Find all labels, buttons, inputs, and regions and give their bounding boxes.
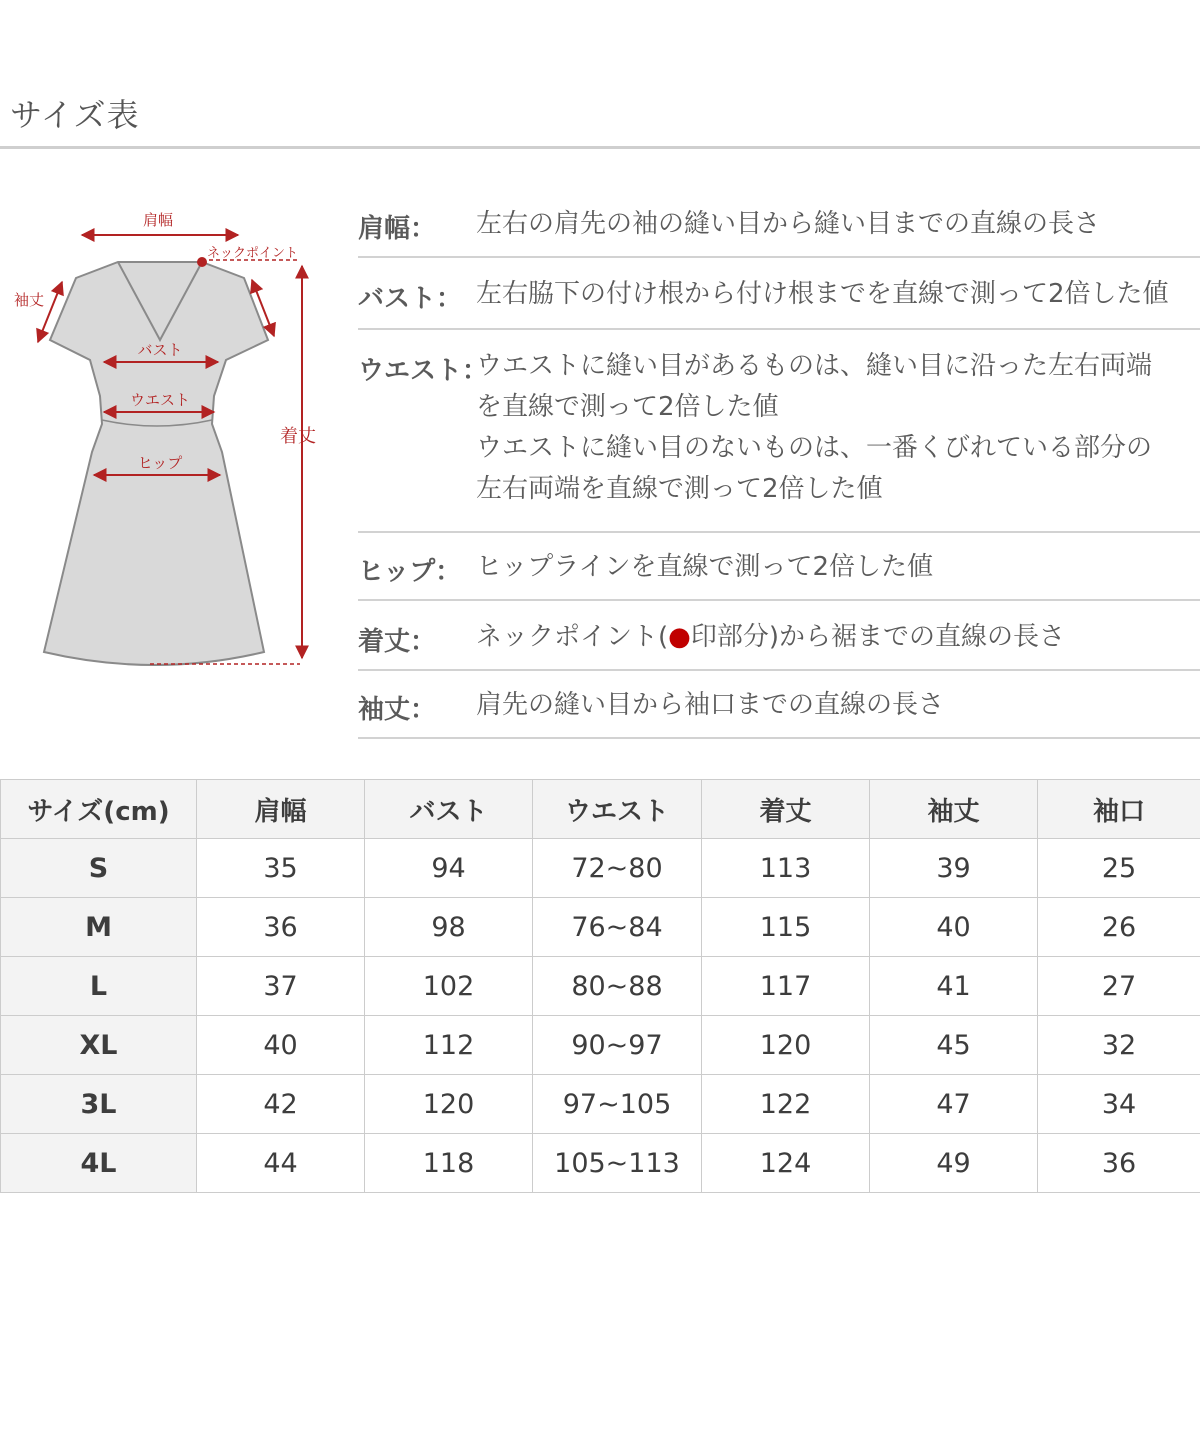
table-cell: 27 [1038, 957, 1200, 1016]
def-desc-before: ネックポイント( [476, 622, 669, 652]
def-term: 肩幅： [358, 214, 437, 244]
table-cell: 35 [197, 839, 365, 898]
table-row [1, 1134, 1200, 1193]
size-table [0, 779, 1200, 1193]
table-cell: 39 [870, 839, 1038, 898]
table-cell: 72~80 [533, 839, 702, 898]
page-title: サイズ表 [10, 96, 140, 134]
measurement-definitions [358, 198, 1200, 739]
table-cell: 44 [197, 1134, 365, 1193]
table-cell: 36 [197, 898, 365, 957]
table-cell: 122 [702, 1075, 870, 1134]
table-cell: 105~113 [533, 1134, 702, 1193]
size-label-cell: 4L [1, 1134, 197, 1193]
table-cell: 26 [1038, 898, 1200, 957]
waist-label: ウエスト [129, 391, 191, 409]
bust-label: バスト [137, 341, 183, 359]
table-cell: 36 [1038, 1134, 1200, 1193]
neck-point-marker: ● [668, 622, 691, 652]
table-cell: 32 [1038, 1016, 1200, 1075]
table-cell: 118 [365, 1134, 533, 1193]
header-waist: ウエスト [533, 780, 702, 839]
size-label-cell: M [1, 898, 197, 957]
table-cell: 102 [365, 957, 533, 1016]
table-cell: 25 [1038, 839, 1200, 898]
header-bust: バスト [365, 780, 533, 839]
def-term: 袖丈： [358, 695, 437, 725]
table-cell: 49 [870, 1134, 1038, 1193]
table-cell: 124 [702, 1134, 870, 1193]
def-desc: 左右の肩先の袖の縫い目から縫い目までの直線の長さ [476, 209, 1101, 239]
table-cell: 45 [870, 1016, 1038, 1075]
def-term: ヒップ： [358, 557, 462, 587]
size-label-cell: L [1, 957, 197, 1016]
header-length: 着丈 [702, 780, 870, 839]
def-desc: ウエストに縫い目があるものは、縫い目に沿った左右両端 を直線で測って2倍した値 ウエストに縫い目のないものは、一番くびれている部分の 左右両端を直線で測って2倍した値 [476, 351, 1153, 504]
table-row [1, 839, 1200, 898]
table-cell: 97~105 [533, 1075, 702, 1134]
title-divider [0, 146, 1200, 149]
def-desc: 左右脇下の付け根から付け根までを直線で測って2倍した値 [476, 279, 1169, 309]
table-cell: 40 [197, 1016, 365, 1075]
size-label-cell: 3L [1, 1075, 197, 1134]
def-term: バスト： [358, 284, 463, 314]
header-size: サイズ(cm) [1, 780, 197, 839]
table-cell: 98 [365, 898, 533, 957]
def-desc: ヒップラインを直線で測って2倍した値 [476, 552, 933, 582]
shoulder-label: 肩幅 [142, 211, 174, 229]
table-cell: 112 [365, 1016, 533, 1075]
garment-diagram [0, 200, 330, 680]
table-row [1, 1016, 1200, 1075]
table-cell: 90~97 [533, 1016, 702, 1075]
neck-point-dot [197, 257, 207, 267]
neck-point-label: ネックポイント [207, 246, 299, 261]
size-label-cell: S [1, 839, 197, 898]
hip-label: ヒップ [137, 454, 183, 472]
size-label-cell: XL [1, 1016, 197, 1075]
def-row-bust [358, 258, 1200, 330]
def-row-shoulder [358, 198, 1200, 258]
table-cell: 117 [702, 957, 870, 1016]
sleeve-label: 袖丈 [14, 291, 45, 309]
table-cell: 80~88 [533, 957, 702, 1016]
table-cell: 41 [870, 957, 1038, 1016]
table-cell: 120 [365, 1075, 533, 1134]
table-row [1, 957, 1200, 1016]
length-label: 着丈 [280, 426, 316, 447]
def-row-hip [358, 533, 1200, 601]
def-desc [476, 617, 1065, 658]
def-row-length [358, 601, 1200, 671]
header-shoulder: 肩幅 [197, 780, 365, 839]
table-cell: 34 [1038, 1075, 1200, 1134]
table-cell: 76~84 [533, 898, 702, 957]
def-desc: 肩先の縫い目から袖口までの直線の長さ [476, 690, 945, 720]
table-row [1, 1075, 1200, 1134]
header-cuff: 袖口 [1038, 780, 1200, 839]
table-cell: 47 [870, 1075, 1038, 1134]
table-cell: 115 [702, 898, 870, 957]
def-row-sleeve [358, 671, 1200, 739]
table-cell: 40 [870, 898, 1038, 957]
table-body [1, 839, 1200, 1193]
header-sleeve-length: 袖丈 [870, 780, 1038, 839]
table-cell: 37 [197, 957, 365, 1016]
table-cell: 94 [365, 839, 533, 898]
table-header-row [1, 780, 1200, 839]
def-term: ウエスト： [358, 356, 489, 386]
def-desc-after: 印部分)から裾までの直線の長さ [690, 622, 1065, 652]
def-term: 着丈： [358, 627, 437, 657]
table-cell: 120 [702, 1016, 870, 1075]
table-row [1, 898, 1200, 957]
table-cell: 113 [702, 839, 870, 898]
def-row-waist [358, 330, 1200, 533]
table-cell: 42 [197, 1075, 365, 1134]
